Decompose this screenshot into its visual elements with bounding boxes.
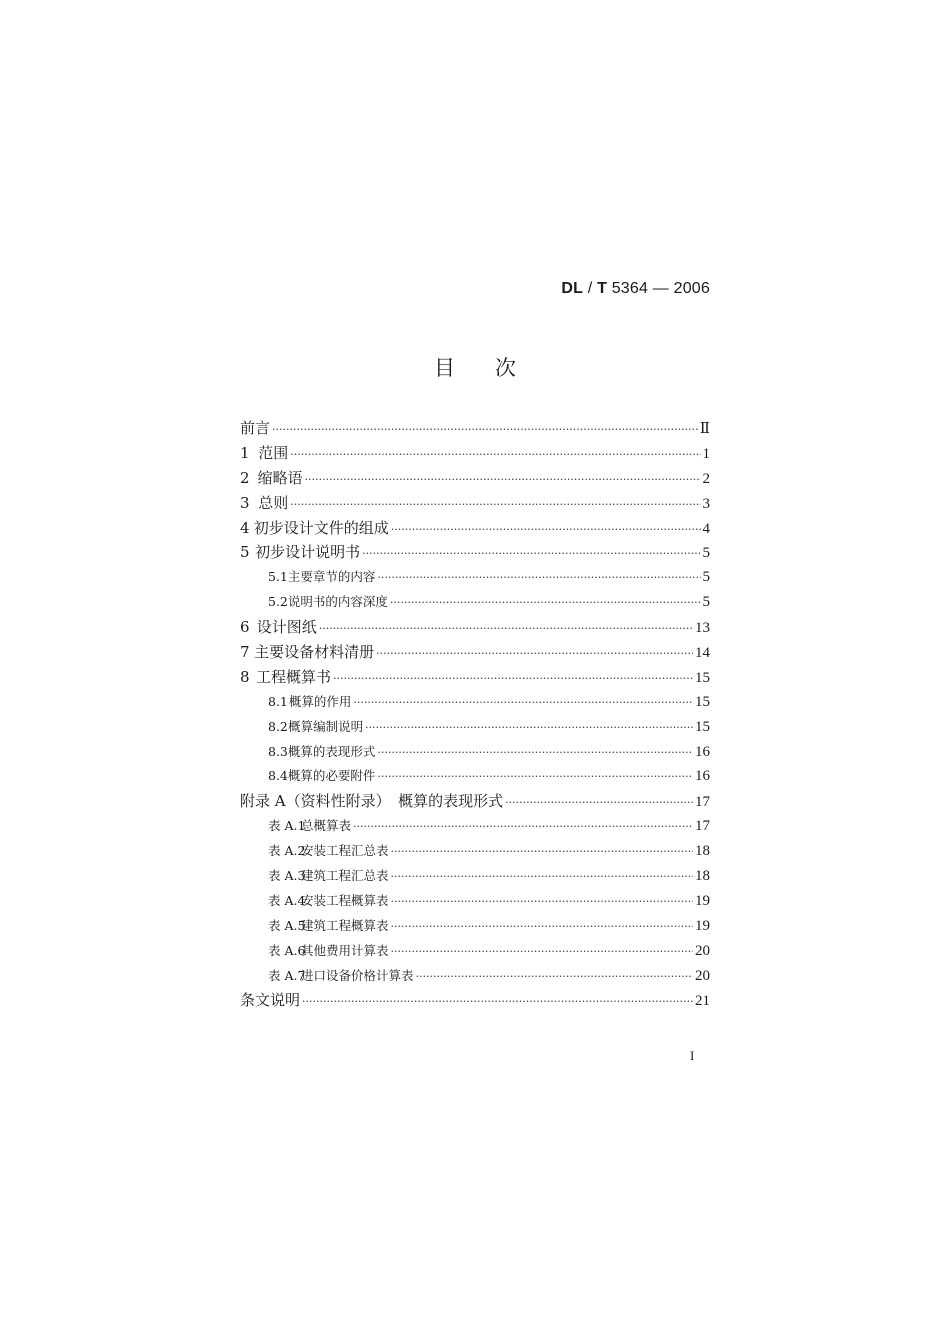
toc-heading-char-1: 目: [434, 356, 455, 380]
code-prefix: DL: [561, 280, 584, 297]
toc-heading-char-2: 次: [495, 356, 516, 380]
toc-dot-leader: [391, 890, 693, 915]
toc-entry-page: 5: [702, 545, 710, 562]
toc-entry-title: 建筑工程概算表: [301, 917, 389, 933]
toc-entry-page: 5: [702, 569, 710, 586]
toc-entry-title: 安装工程汇总表: [301, 843, 389, 859]
toc-entry[interactable]: [240, 988, 710, 1013]
toc-entry-title: 概算的作用: [288, 693, 352, 709]
toc-entry-page: 18: [695, 868, 710, 885]
toc-dot-leader: [377, 765, 693, 790]
toc-entry-page: 5: [702, 594, 710, 611]
toc-entry-title: 建筑工程汇总表: [301, 868, 389, 884]
toc-entry[interactable]: [240, 839, 710, 864]
toc-entry-page: 17: [695, 794, 710, 811]
toc-entry-title: 主要设备材料清册: [254, 643, 375, 662]
toc-entry-number: 5.2: [268, 594, 288, 610]
toc-dot-leader: [391, 518, 701, 543]
toc-entry-number: 表 A.3: [268, 868, 306, 884]
toc-entry-page: 15: [695, 669, 710, 686]
toc-entry-page: 1: [702, 445, 710, 462]
toc-dot-leader: [376, 642, 693, 667]
toc-entry-number: 表 A.2: [268, 843, 306, 859]
toc-entry-number: 1: [240, 443, 250, 462]
toc-entry-number: 5: [240, 543, 250, 562]
page-number: I: [690, 1048, 695, 1063]
toc-entry-title: 前言: [240, 419, 271, 437]
toc-entry-number: 表 A.4: [268, 892, 306, 908]
toc-dot-leader: [290, 493, 700, 518]
toc-entry[interactable]: [240, 964, 710, 989]
toc-entry[interactable]: [240, 640, 710, 665]
toc-dot-leader: [305, 468, 701, 493]
toc-entry-title: 总则: [258, 493, 289, 512]
toc-entry[interactable]: [240, 665, 710, 690]
toc-entry-title: 初步设计文件的组成: [253, 518, 389, 537]
toc-entry[interactable]: [240, 690, 710, 715]
toc-entry-number: 3: [240, 493, 250, 512]
toc-entry-number: 7: [240, 643, 250, 662]
toc-entry-page: 16: [695, 743, 710, 760]
toc-dot-leader: [302, 990, 693, 1015]
toc-dot-leader: [290, 443, 700, 468]
toc-entry-title: 主要章节的内容: [287, 569, 376, 585]
toc-entry-page: 15: [695, 718, 710, 735]
toc-entry-page: 21: [695, 993, 710, 1010]
code-number: 5364 — 2006: [607, 280, 710, 297]
toc-dot-leader: [391, 865, 693, 890]
toc-dot-leader: [377, 741, 693, 766]
toc-entry-title: 缩略语: [257, 468, 303, 487]
toc-entry-number: 5.1: [268, 569, 288, 585]
toc-entry-title: 初步设计说明书: [255, 543, 361, 562]
toc-dot-leader: [353, 691, 693, 716]
toc-entry-page: 17: [695, 818, 710, 835]
toc-entry[interactable]: [240, 889, 710, 914]
toc-entry[interactable]: [240, 864, 710, 889]
toc-entry-number: 表 A.1: [268, 818, 306, 834]
toc-entry-page: 19: [695, 892, 710, 909]
toc-entry[interactable]: [240, 466, 710, 491]
toc-entry-number: 8.4: [268, 768, 288, 784]
toc-entry-number: 8.1: [268, 693, 288, 709]
toc-entry[interactable]: [240, 939, 710, 964]
toc-entry-title: 概算的表现形式: [287, 743, 376, 759]
toc-dot-leader: [391, 840, 693, 865]
toc-entry[interactable]: [240, 615, 710, 640]
toc-dot-leader: [319, 617, 693, 642]
toc-entry-page: 16: [695, 768, 710, 785]
toc-entry[interactable]: [240, 441, 710, 466]
toc-entry-title: 概算的必要附件: [287, 768, 376, 784]
toc-heading: [0, 352, 950, 382]
toc-entry[interactable]: [240, 740, 710, 765]
toc-entry-number: 6: [240, 618, 250, 637]
toc-dot-leader: [353, 815, 693, 840]
toc-entry-page: 19: [695, 917, 710, 934]
toc-entry-title: 附录 A（资料性附录） 概算的表现形式: [240, 792, 504, 811]
toc-entry[interactable]: [240, 540, 710, 565]
toc-entry[interactable]: [240, 416, 710, 441]
toc-entry[interactable]: [240, 590, 710, 615]
toc-entry[interactable]: [240, 491, 710, 516]
toc-entry-page: 4: [702, 520, 710, 537]
toc-entry[interactable]: [240, 565, 710, 590]
toc-entry-title: 总概算表: [301, 818, 352, 834]
standard-code: [561, 280, 710, 298]
toc-entry[interactable]: [240, 764, 710, 789]
toc-dot-leader: [416, 965, 693, 990]
toc-entry-number: 4: [240, 518, 250, 537]
toc-entry[interactable]: [240, 814, 710, 839]
toc-entry-page: 13: [695, 620, 710, 637]
toc-entry-number: 2: [240, 468, 250, 487]
toc-dot-leader: [391, 940, 693, 965]
toc-entry[interactable]: [240, 789, 710, 814]
toc-entry-title: 其他费用计算表: [301, 942, 389, 958]
toc-entry-title: 进口设备价格计算表: [301, 967, 414, 983]
toc-entry-title: 说明书的内容深度: [287, 594, 388, 610]
toc-dot-leader: [505, 791, 693, 816]
toc-dot-leader: [390, 591, 701, 616]
toc-entry-title: 概算编制说明: [288, 718, 364, 734]
toc-entry-number: 表 A.6: [268, 942, 306, 958]
toc-entry-page: 15: [695, 693, 710, 710]
toc-entry-title: 范围: [258, 443, 289, 462]
toc-entry-page: 2: [702, 470, 710, 487]
toc-entry-title: 设计图纸: [256, 618, 317, 637]
table-of-contents: [240, 416, 710, 1013]
toc-entry-number: 8.2: [268, 718, 288, 734]
toc-dot-leader: [391, 915, 693, 940]
toc-dot-leader: [377, 566, 700, 591]
toc-entry-page: 18: [695, 843, 710, 860]
toc-entry-title: 工程概算书: [256, 667, 332, 686]
toc-entry-page: Ⅱ: [699, 421, 710, 437]
toc-entry-page: 20: [695, 967, 710, 984]
toc-entry-number: 表 A.7: [268, 967, 306, 983]
toc-entry-number: 8.3: [268, 743, 288, 759]
toc-entry-number: 表 A.5: [268, 917, 306, 933]
toc-entry-number: 8: [240, 667, 250, 686]
toc-entry[interactable]: [240, 914, 710, 939]
toc-entry-page: 20: [695, 942, 710, 959]
toc-entry-title: 安装工程概算表: [301, 892, 389, 908]
toc-entry[interactable]: [240, 715, 710, 740]
code-separator: /: [583, 280, 598, 297]
toc-dot-leader: [365, 716, 693, 741]
toc-entry-page: 3: [702, 495, 710, 512]
toc-dot-leader: [333, 667, 693, 692]
toc-entry-title: 条文说明: [240, 991, 301, 1010]
toc-entry[interactable]: [240, 516, 710, 541]
toc-dot-leader: [272, 418, 698, 443]
code-type: T: [597, 280, 608, 297]
toc-entry-page: 14: [695, 645, 710, 662]
toc-dot-leader: [362, 542, 700, 567]
